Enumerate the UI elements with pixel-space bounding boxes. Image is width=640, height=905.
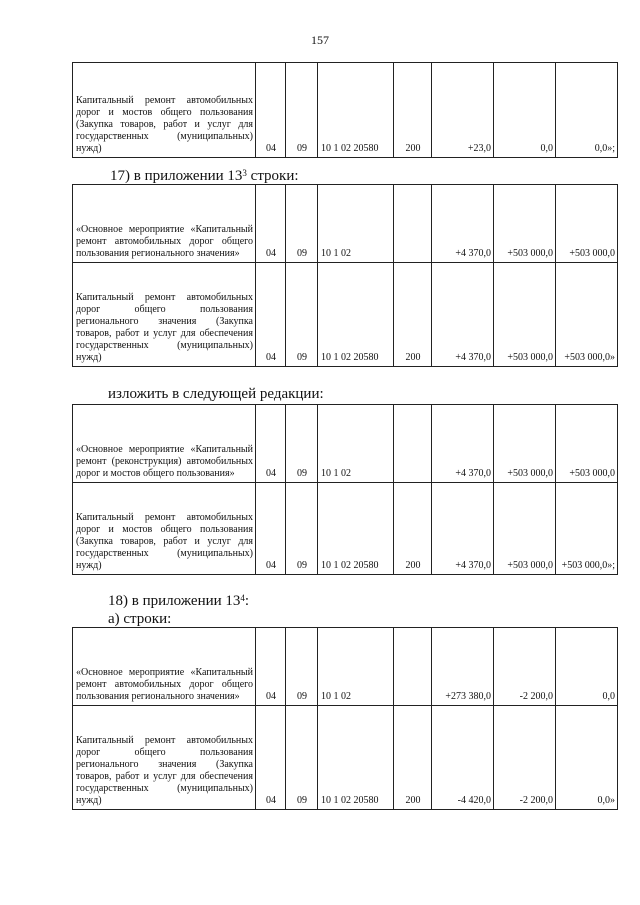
- amount-col-3: +503 000,0»;: [556, 483, 618, 575]
- heading-17-superscript: 3: [242, 168, 247, 178]
- target-article-code: 10 1 02: [318, 405, 394, 483]
- target-article-code: 10 1 02: [318, 628, 394, 706]
- row-name: Капитальный ремонт автомобильных дорог и мостов общего пользования (Закупка товаров, работ и услуг для государственных (муниципальных) нужд): [73, 63, 256, 158]
- table-row: [73, 185, 618, 263]
- target-article-code: 10 1 02: [318, 185, 394, 263]
- row-name: Капитальный ремонт автомобильных дорог и мостов общего пользования (Закупка товаров, работ и услуг для государственных (муниципальных) нужд): [73, 483, 256, 575]
- amount-col-3: +503 000,0: [556, 405, 618, 483]
- page-number: 157: [311, 33, 329, 47]
- row-name: «Основное мероприятие «Капитальный ремонт (реконструкция) автомобильных дорог и мостов общего пользования»: [73, 405, 256, 483]
- table-row: [73, 628, 618, 706]
- table-continuation: [72, 62, 618, 158]
- expense-type-code: 200: [394, 483, 432, 575]
- expense-type-code: [394, 185, 432, 263]
- table-lines-to-replace: [72, 184, 618, 367]
- amount-col-2: +503 000,0: [494, 263, 556, 367]
- budget-table-4: [72, 627, 618, 810]
- amount-col-3: 0,0»: [556, 706, 618, 810]
- section-code: 04: [256, 706, 286, 810]
- table-new-edition: [72, 404, 618, 575]
- heading-18-prefix: 18) в приложении 13: [108, 593, 241, 609]
- subsection-code: 09: [286, 706, 318, 810]
- amount-col-1: +4 370,0: [432, 405, 494, 483]
- amount-col-2: -2 200,0: [494, 628, 556, 706]
- subsection-code: 09: [286, 483, 318, 575]
- subsection-code: 09: [286, 263, 318, 367]
- row-name: «Основное мероприятие «Капитальный ремонт автомобильных дорог общего пользования регионального значения»: [73, 185, 256, 263]
- section-code: 04: [256, 185, 286, 263]
- heading-new-edition: изложить в следующей редакции:: [108, 386, 324, 402]
- table-row: [73, 405, 618, 483]
- heading-18-superscript: 4: [240, 593, 245, 603]
- section-code: 04: [256, 483, 286, 575]
- expense-type-code: 200: [394, 706, 432, 810]
- subsection-code: 09: [286, 628, 318, 706]
- expense-type-code: [394, 628, 432, 706]
- row-name: Капитальный ремонт автомобильных дорог общего пользования регионального значения (Закупка товаров, работ и услуг для обеспечения государственных (муниципальных) нужд): [73, 706, 256, 810]
- table-row: [73, 706, 618, 810]
- budget-table-1: [72, 62, 618, 158]
- subsection-code: 09: [286, 405, 318, 483]
- row-name: «Основное мероприятие «Капитальный ремонт автомобильных дорог общего пользования регионального значения»: [73, 628, 256, 706]
- amount-col-2: +503 000,0: [494, 185, 556, 263]
- amount-col-2: +503 000,0: [494, 405, 556, 483]
- expense-type-code: [394, 405, 432, 483]
- subsection-code: 09: [286, 185, 318, 263]
- amount-col-1: +4 370,0: [432, 263, 494, 367]
- target-article-code: 10 1 02 20580: [318, 63, 394, 158]
- amount-col-1: -4 420,0: [432, 706, 494, 810]
- heading-item-17: [110, 168, 299, 185]
- amount-col-3: 0,0: [556, 628, 618, 706]
- section-code: 04: [256, 63, 286, 158]
- section-code: 04: [256, 263, 286, 367]
- heading-18-suffix: :: [244, 593, 250, 609]
- expense-type-code: 200: [394, 63, 432, 158]
- amount-col-3: +503 000,0: [556, 185, 618, 263]
- budget-table-2: [72, 184, 618, 367]
- section-code: 04: [256, 405, 286, 483]
- target-article-code: 10 1 02 20580: [318, 483, 394, 575]
- amount-col-1: +4 370,0: [432, 483, 494, 575]
- amount-col-2: -2 200,0: [494, 706, 556, 810]
- target-article-code: 10 1 02 20580: [318, 263, 394, 367]
- expense-type-code: 200: [394, 263, 432, 367]
- heading-item-18: [108, 593, 249, 610]
- amount-col-1: +23,0: [432, 63, 494, 158]
- amount-col-2: 0,0: [494, 63, 556, 158]
- subsection-code: 09: [286, 63, 318, 158]
- heading-17-suffix: строки:: [246, 168, 299, 184]
- table-row: [73, 263, 618, 367]
- heading-item-18a: а) строки:: [108, 611, 172, 627]
- table-item-18a: [72, 627, 618, 810]
- amount-col-1: +273 380,0: [432, 628, 494, 706]
- section-code: 04: [256, 628, 286, 706]
- target-article-code: 10 1 02 20580: [318, 706, 394, 810]
- table-row: [73, 63, 618, 158]
- amount-col-3: 0,0»;: [556, 63, 618, 158]
- table-row: [73, 483, 618, 575]
- amount-col-1: +4 370,0: [432, 185, 494, 263]
- amount-col-2: +503 000,0: [494, 483, 556, 575]
- amount-col-3: +503 000,0»: [556, 263, 618, 367]
- row-name: Капитальный ремонт автомобильных дорог общего пользования регионального значения (Закупка товаров, работ и услуг для обеспечения государственных (муниципальных) нужд): [73, 263, 256, 367]
- heading-17-prefix: 17) в приложении 13: [110, 168, 243, 184]
- budget-table-3: [72, 404, 618, 575]
